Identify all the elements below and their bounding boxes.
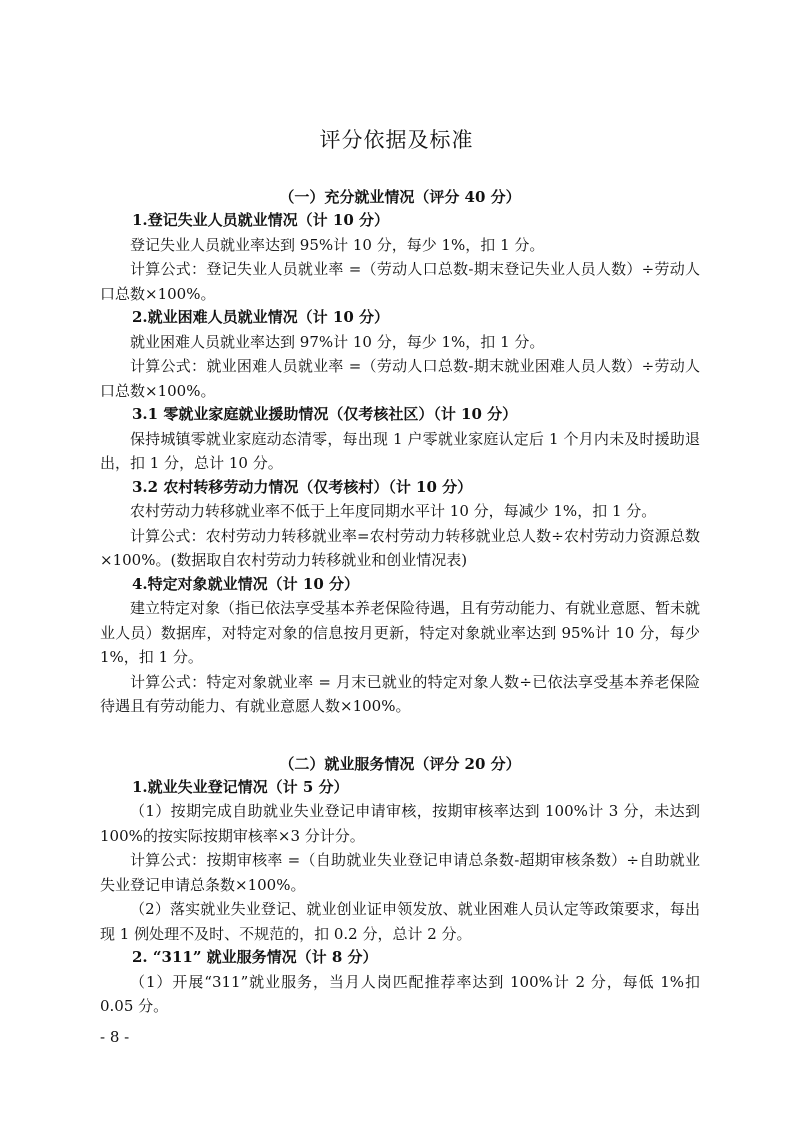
section-heading-employment-service: （二）就业服务情况（评分 20 分） <box>279 754 521 773</box>
section-spacer <box>100 719 700 753</box>
paragraph: 农村劳动力转移就业率不低于上年度同期水平计 10 分，每减少 1%，扣 1 分。 <box>130 502 657 520</box>
item-heading-specific-group: 4.特定对象就业情况（计 10 分） <box>132 574 359 593</box>
paragraph: 建立特定对象（指已依法享受基本养老保险待遇，且有劳动能力、有就业意愿、暂未就业人员）数据库，对特定对象的信息按月更新，特定对象就业率达到 95%计 10 分，每少 1%，扣 1 分。 <box>100 599 701 666</box>
paragraph: （1）开展“311”就业服务，当月人岗匹配推荐率达到 100%计 2 分，每低 1%扣 0.05 分。 <box>100 972 700 1015</box>
item-heading-311-service: 2. “311” 就业服务情况（计 8 分） <box>132 948 378 966</box>
formula-paragraph: 计算公式：按期审核率 =（自助就业失业登记申请总条数-超期审核条数）÷自助就业失业登记申请总条数×100%。 <box>100 851 700 894</box>
item-heading-registration: 1.就业失业登记情况（计 5 分） <box>132 777 349 796</box>
item-heading-rural-labor-transfer: 3.2 农村转移劳动力情况（仅考核村）（计 10 分） <box>132 477 473 496</box>
formula-paragraph: 计算公式：就业困难人员就业率 =（劳动人口总数-期末就业困难人员人数）÷劳动人口总数×100%。 <box>100 357 700 400</box>
formula-paragraph: 计算公式：特定对象就业率 = 月末已就业的特定对象人数÷已依法享受基本养老保险待遇且有劳动能力、有就业意愿人数×100%。 <box>100 672 700 715</box>
document-body <box>100 186 700 1019</box>
paragraph: 保持城镇零就业家庭动态清零，每出现 1 户零就业家庭认定后 1 个月内未及时援助退出，扣 1 分，总计 10 分。 <box>100 429 700 472</box>
item-heading-zero-employment-family: 3.1 零就业家庭就业援助情况（仅考核社区）（计 10 分） <box>132 405 518 423</box>
document-title: 评分依据及标准 <box>319 128 474 152</box>
formula-paragraph: 计算公式：登记失业人员就业率 =（劳动人口总数-期末登记失业人员人数）÷劳动人口总数×100%。 <box>100 260 700 303</box>
section-heading-employment: （一）充分就业情况（评分 40 分） <box>279 188 521 206</box>
paragraph: （1）按期完成自助就业失业登记申请审核，按期审核率达到 100%计 3 分，未达到 100%的按实际按期审核率×3 分计分。 <box>100 802 700 845</box>
item-heading-difficult-group: 2.就业困难人员就业情况（计 10 分） <box>132 308 389 326</box>
formula-paragraph: 计算公式：农村劳动力转移就业率=农村劳动力转移就业总人数÷农村劳动力资源总数×100%。(数据取自农村劳动力转移就业和创业情况表) <box>100 526 700 569</box>
paragraph: 就业困难人员就业率达到 97%计 10 分，每少 1%，扣 1 分。 <box>130 332 545 351</box>
paragraph: 登记失业人员就业率达到 95%计 10 分，每少 1%，扣 1 分。 <box>130 235 545 254</box>
paragraph: （2）落实就业失业登记、就业创业证申领发放、就业困难人员认定等政策要求，每出现 1 例处理不及时、不规范的，扣 0.2 分，总计 2 分。 <box>100 900 700 943</box>
item-heading-unemployed-reemployment: 1.登记失业人员就业情况（计 10 分） <box>132 211 389 229</box>
page-number: - 8 - <box>100 1028 130 1046</box>
